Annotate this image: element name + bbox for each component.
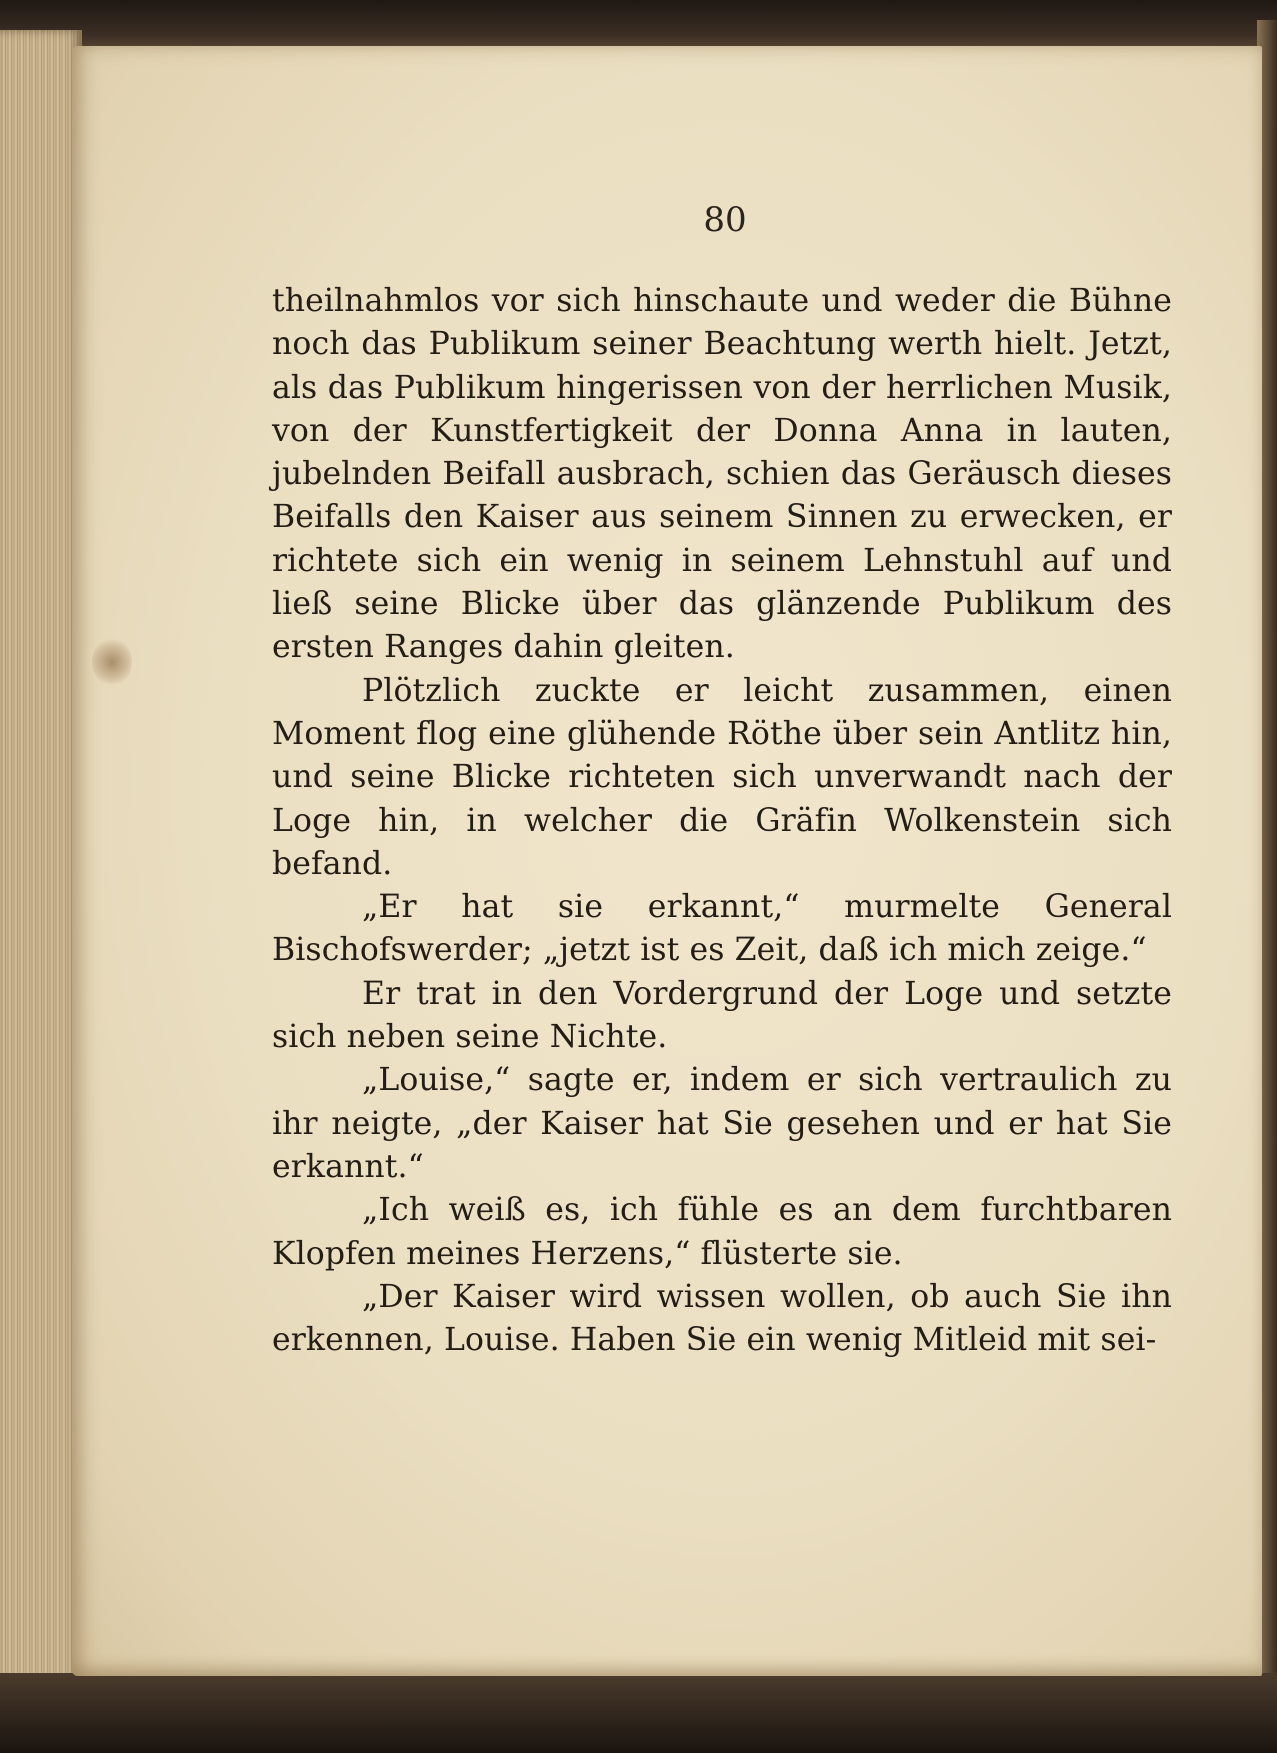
page-number: 80 [703,200,747,240]
paragraph: „Ich weiß es, ich fühle es an dem furchtbaren Klopfen meines Herzens,“ flüsterte sie. [272,1192,1172,1272]
paragraph: „Er hat sie erkannt,“ murmelte General Bischofswerder; „jetzt ist es Zeit, daß ich mich zeige.“ [272,889,1172,969]
page-text-body [272,280,1172,1362]
paragraph: „Louise,“ sagte er, indem er sich vertraulich zu ihr neigte, „der Kaiser hat Sie gesehen und er hat Sie erkannt.“ [272,1062,1172,1185]
paper-stain [92,638,132,686]
paragraph-continued: theilnahmlos vor sich hinschaute und weder die Bühne noch das Publikum seiner Beachtung werth hielt. Jetzt, als das Publikum hingerissen von der herrlichen Musik, von der Kunstfertigkeit der Donna Anna in lauten, jubelnden Beifall ausbrach, schien das Geräusch dieses Beifalls den Kaiser aus seinem Sinnen zu erwecken, er richtete sich ein wenig in seinem Lehnstuhl auf und ließ seine Blicke über das glänzende Publikum des ersten Ranges dahin gleiten. [272,283,1172,666]
paragraph: „Der Kaiser wird wissen wollen, ob auch Sie ihn erkennen, Louise. Haben Sie ein wenig Mitleid mit sei- [272,1278,1172,1359]
book-top-edge [0,0,1277,50]
paragraph: Er trat in den Vordergrund der Loge und setzte sich neben seine Nichte. [272,975,1172,1056]
paragraph: Plötzlich zuckte er leicht zusammen, einen Moment flog eine glühende Röthe über sein Antlitz hin, und seine Blicke richteten sich unverwandt nach der Loge hin, in welcher die Gräfin Wolkenstein sich befand. [272,672,1172,882]
book-page-stack-edge [0,30,82,1730]
book-bottom-edge [0,1673,1277,1753]
